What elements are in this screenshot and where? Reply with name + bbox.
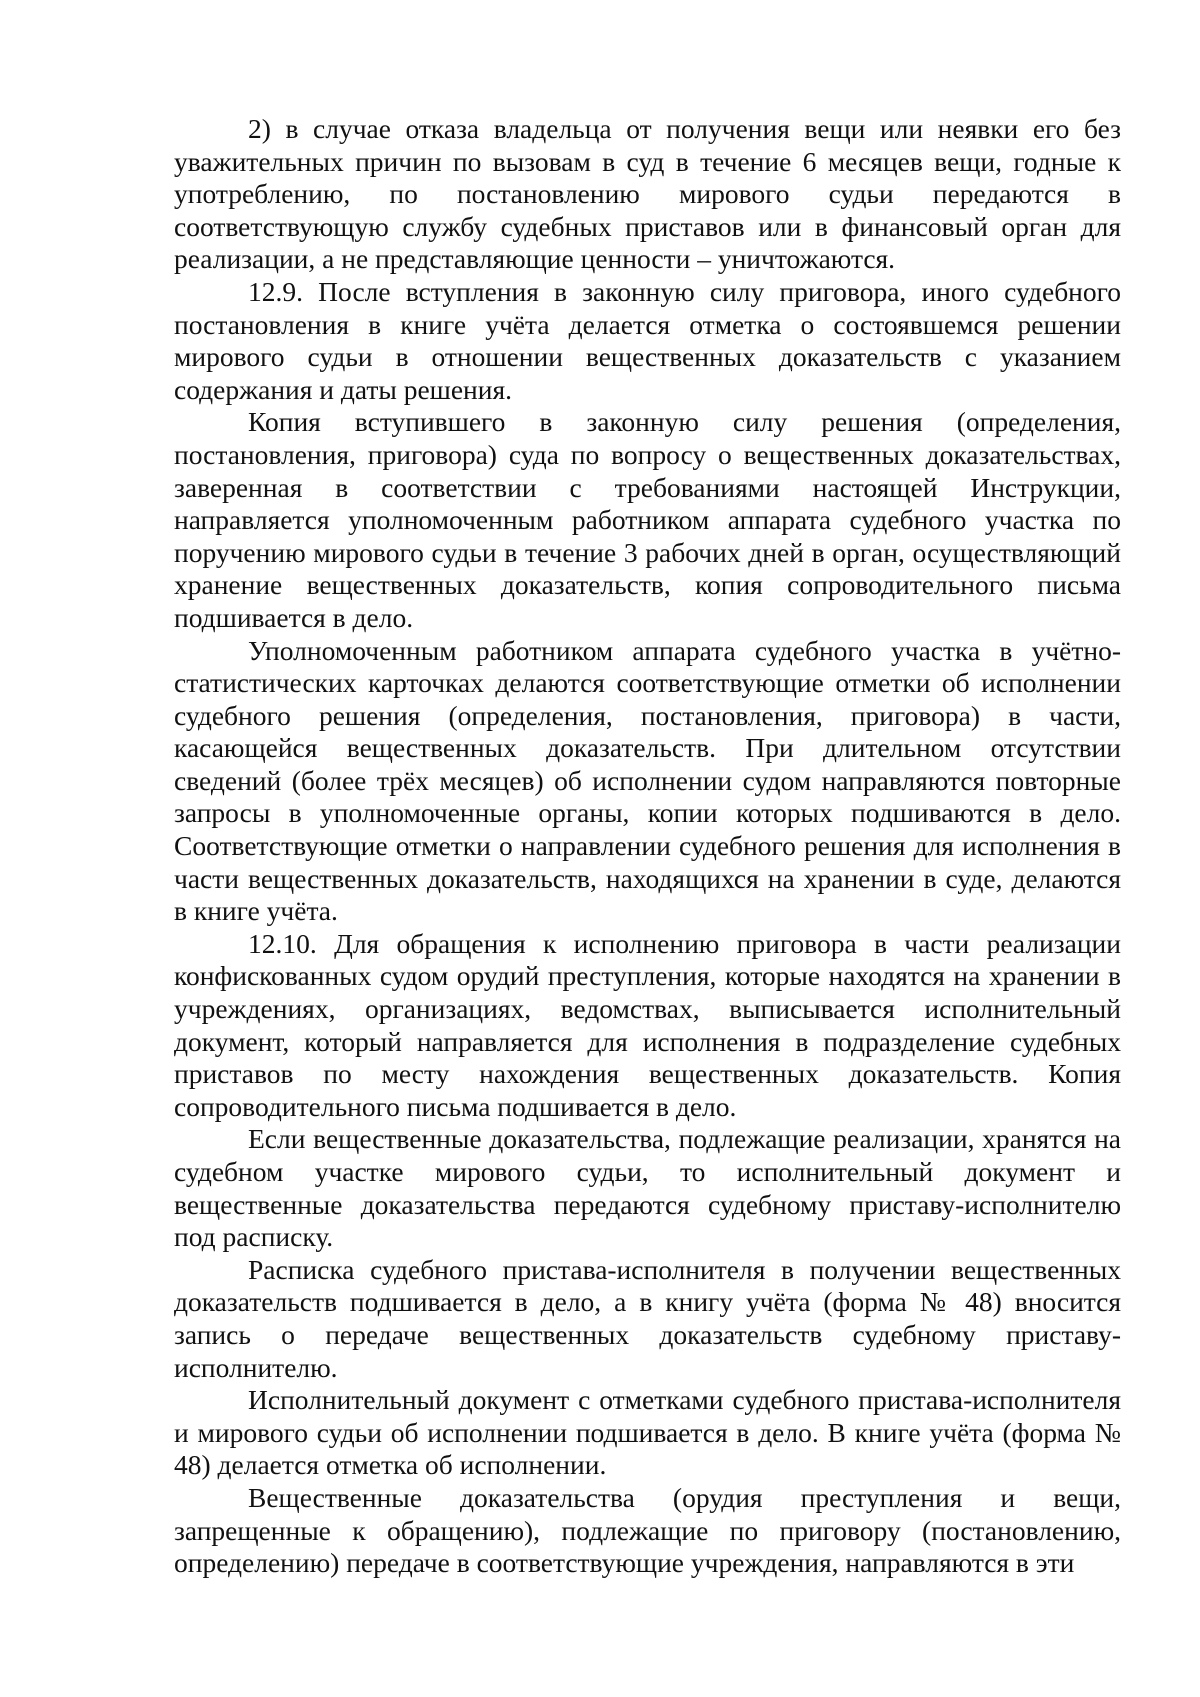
paragraph-12-10: 12.10. Для обращения к исполнению приговора в части реализации конфискованных судом орудий преступления, которые находятся на хранении в учреждениях, организациях, ведомствах, выписывается исполнительный документ, который направляется для исполнения в подразделение судебных приставов по месту нахождения вещественных доказательств. Копия сопроводительного письма подшивается в дело. bbox=[174, 927, 1121, 1122]
paragraph-bailiff-receipt: Расписка судебного пристава-исполнителя в получении вещественных доказательств подшивается в дело, а в книгу учёта (форма № 48) вносится запись о передаче вещественных доказательств судебному приставу-исполнителю. bbox=[174, 1253, 1121, 1383]
document-body bbox=[174, 113, 1121, 1580]
paragraph-copy-of-decision: Копия вступившего в законную силу решения (определения, постановления, приговора) суда по вопросу о вещественных доказательствах, заверенная в соответствии с требованиями настоящей Инструкции, направляется уполномоченным работником аппарата судебного участка по поручению мирового судьи в течение 3 рабочих дней в орган, осуществляющий хранение вещественных доказательств, копия сопроводительного письма подшивается в дело. bbox=[174, 406, 1121, 633]
paragraph-execution-document: Исполнительный документ с отметками судебного пристава-исполнителя и мирового судьи об исполнении подшивается в дело. В книге учёта (форма № 48) делается отметка об исполнении. bbox=[174, 1384, 1121, 1481]
paragraph-12-9: 12.9. После вступления в законную силу приговора, иного судебного постановления в книге учёта делается отметка о состоявшемся решении мирового судьи в отношении вещественных доказательств с указанием содержания и даты решения. bbox=[174, 275, 1121, 405]
paragraph-court-storage: Если вещественные доказательства, подлежащие реализации, хранятся на судебном участке мирового судьи, то исполнительный документ и вещественные доказательства передаются судебному приставу-исполнителю под расписку. bbox=[174, 1123, 1121, 1253]
paragraph-registration-marks: Уполномоченным работником аппарата судебного участка в учётно-статистических карточках делаются соответствующие отметки об исполнении судебного решения (определения, постановления, приговора) в части, касающейся вещественных доказательств. При длительном отсутствии сведений (более трёх месяцев) об исполнении судом направляются повторные запросы в уполномоченные органы, копии которых подшиваются в дело. Соответствующие отметки о направлении судебного решения для исполнения в части вещественных доказательств, находящихся на хранении в суде, делаются в книге учёта. bbox=[174, 634, 1121, 927]
paragraph-prohibited-items: Вещественные доказательства (орудия преступления и вещи, запрещенные к обращению), подлежащие по приговору (постановлению, определению) передаче в соответствующие учреждения, направляются в эти bbox=[174, 1481, 1121, 1579]
paragraph-item-2: 2) в случае отказа владельца от получения вещи или неявки его без уважительных причин по вызовам в суд в течение 6 месяцев вещи, годные к употреблению, по постановлению мирового судьи передаются в соответствующую службу судебных приставов или в финансовый орган для реализации, а не представляющие ценности – уничтожаются. bbox=[174, 113, 1121, 275]
